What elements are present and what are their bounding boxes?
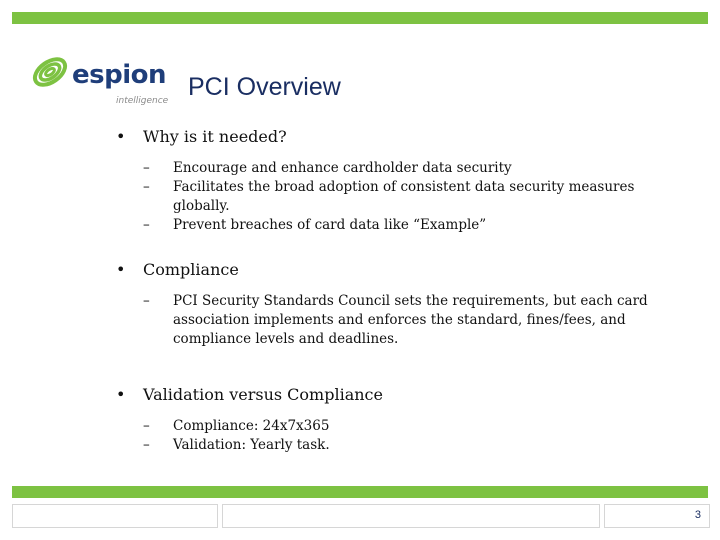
- bullet-compliance: • Compliance: [116, 260, 676, 280]
- bottom-accent-bar: [12, 486, 708, 498]
- sub-bullet: – Prevent breaches of card data like “Example”: [116, 216, 676, 235]
- sub-bullet: – Encourage and enhance cardholder data security: [116, 159, 676, 178]
- sub-list-validation: [116, 417, 676, 455]
- sub-bullet: – PCI Security Standards Council sets the requirements, but each card association implements and enforces the standard, fines/fees, and compliance levels and deadlines.: [116, 292, 676, 349]
- sub-bullet: – Validation: Yearly task.: [116, 436, 676, 455]
- espion-logo: [30, 50, 169, 112]
- sub-bullet: – Compliance: 24x7x365: [116, 417, 676, 436]
- page-number: 3: [694, 509, 701, 521]
- sub-list-why-needed: [116, 159, 676, 235]
- sub-list-compliance: [116, 292, 676, 349]
- espion-swirl-icon: [30, 52, 70, 92]
- logo-tagline: intelligence: [116, 96, 169, 106]
- slide-content: [116, 127, 676, 455]
- bullet-why-needed: • Why is it needed?: [116, 127, 676, 147]
- top-accent-bar: [12, 12, 708, 24]
- sub-bullet: – Facilitates the broad adoption of consistent data security measures globally.: [116, 178, 676, 216]
- footer-page-box: [604, 504, 710, 528]
- bullet-validation-vs-compliance: • Validation versus Compliance: [116, 385, 676, 405]
- slide-title: PCI Overview: [188, 73, 341, 101]
- footer-center-box: [222, 504, 600, 528]
- logo-wordmark: espion: [72, 60, 167, 90]
- footer-left-box: [12, 504, 218, 528]
